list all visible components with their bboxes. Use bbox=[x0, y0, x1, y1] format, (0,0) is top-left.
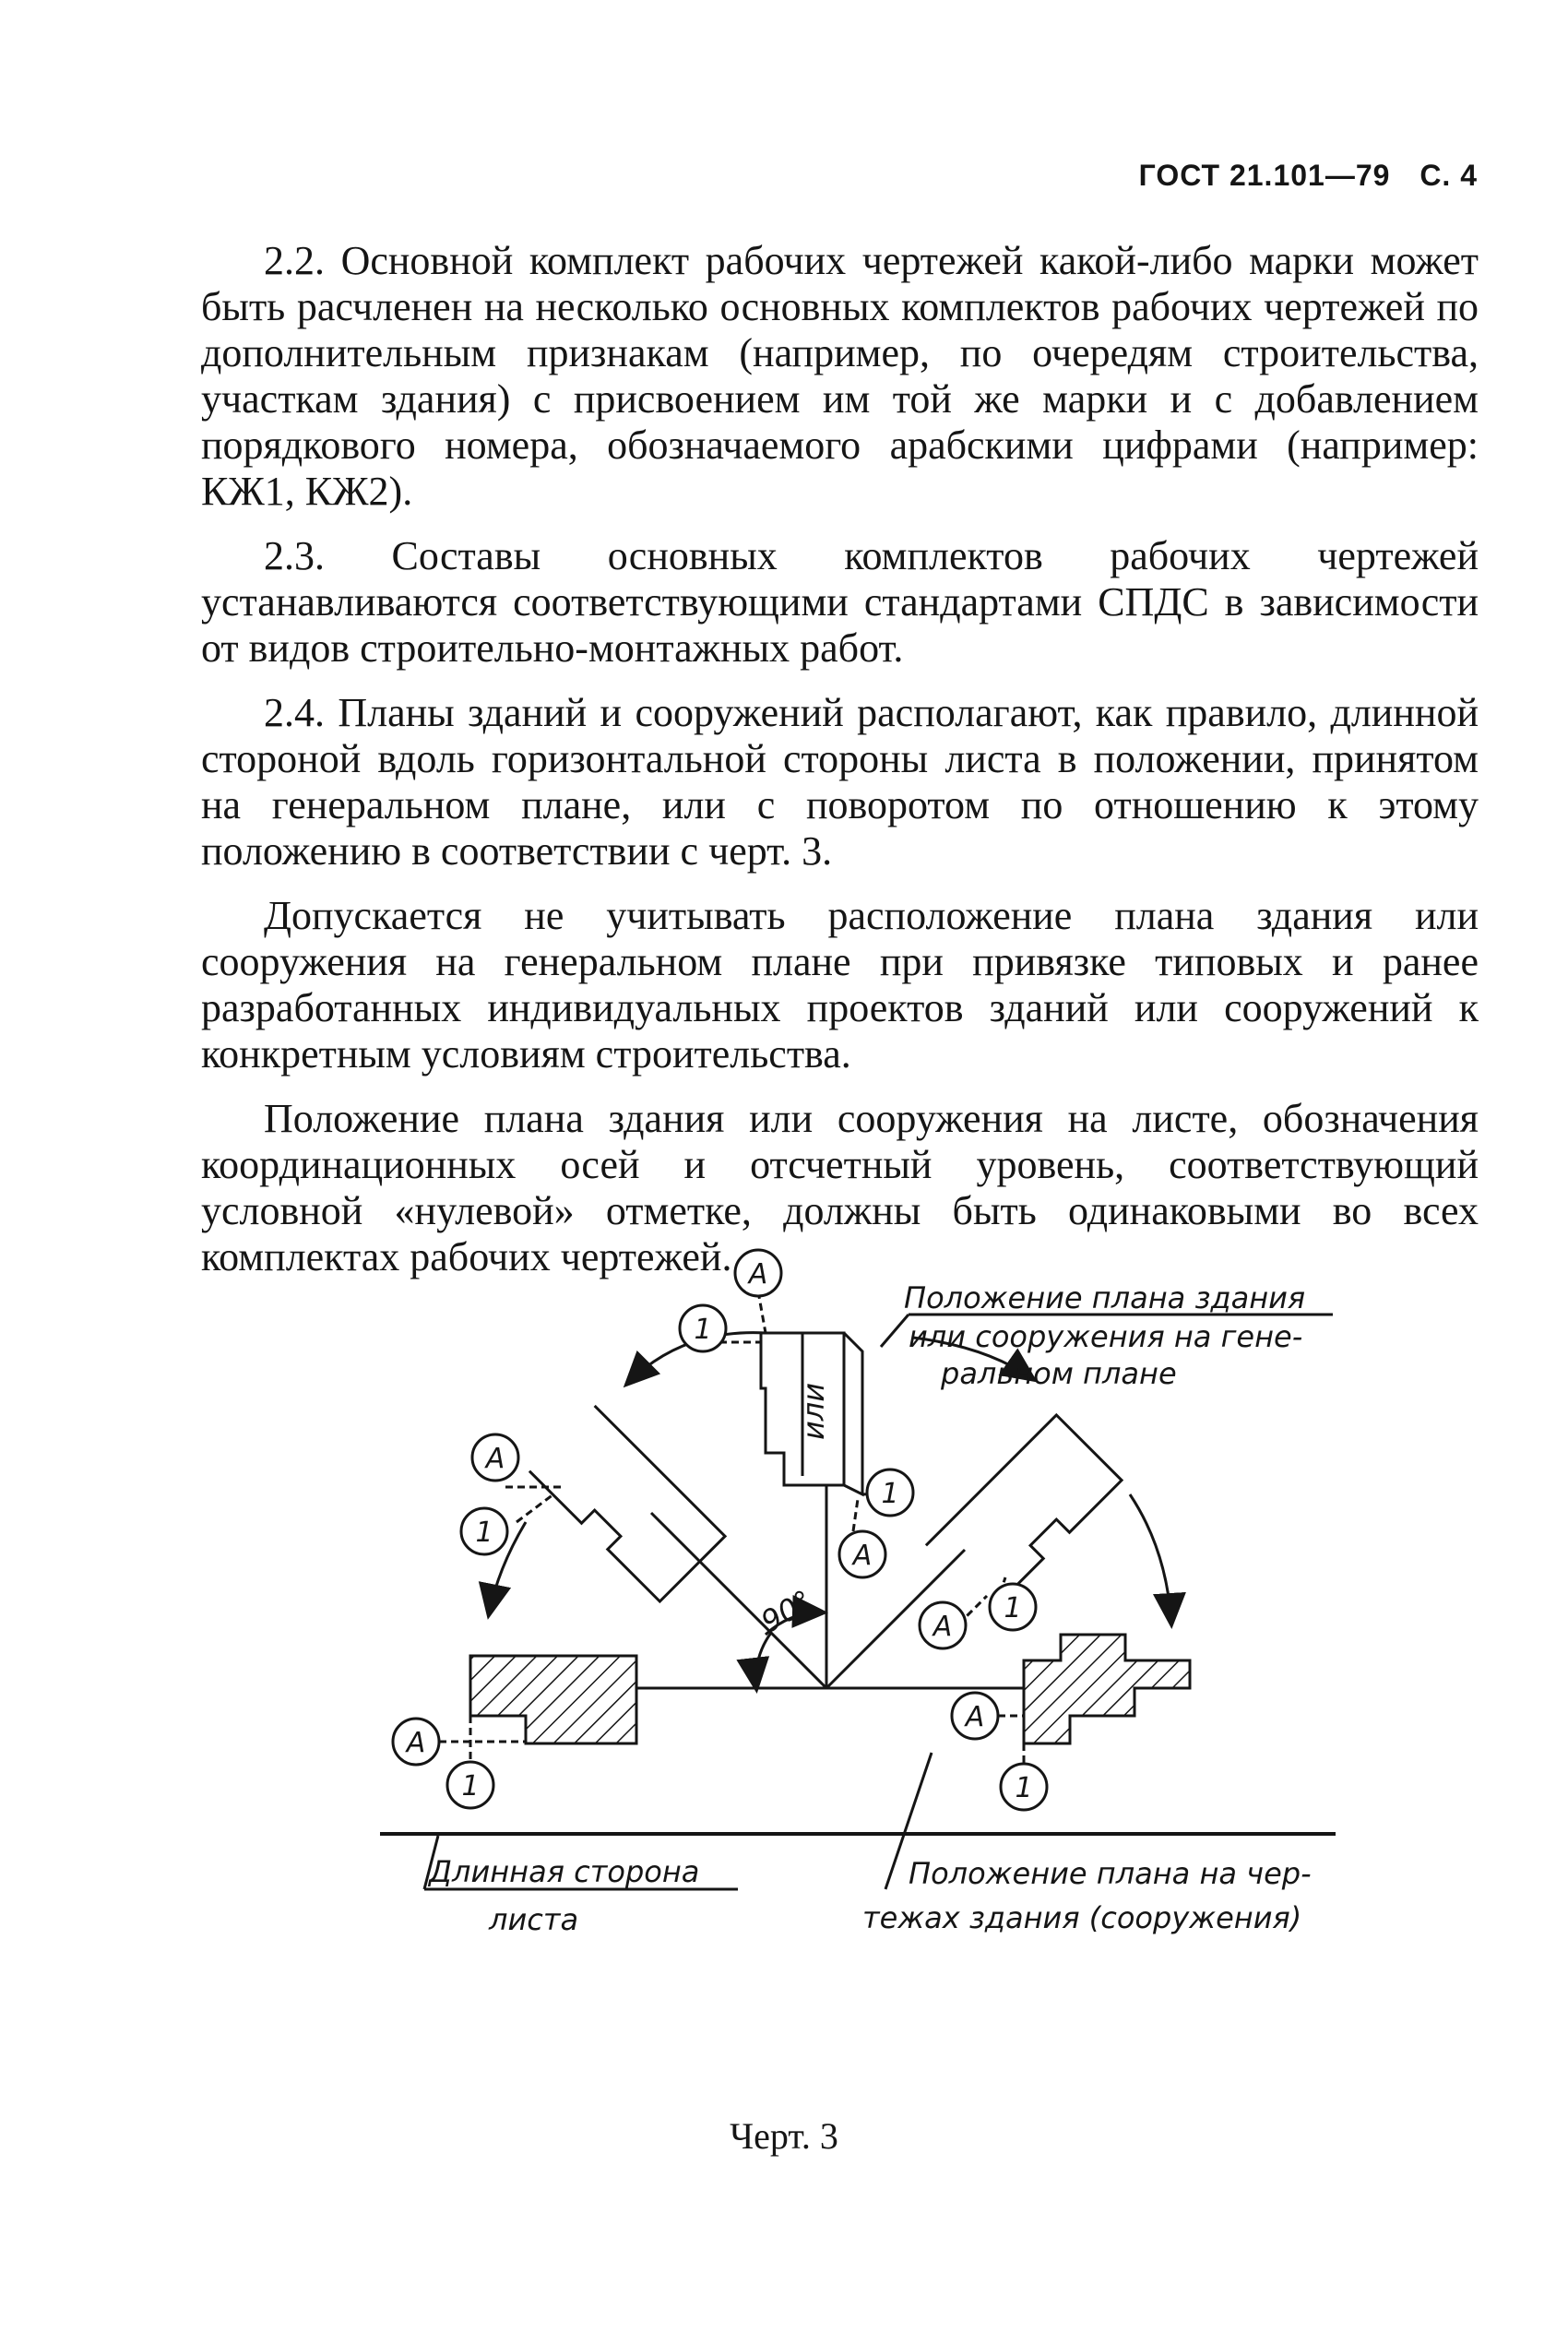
standard-number: ГОСТ 21.101—79 bbox=[1138, 159, 1391, 192]
label-long-side-2: листа bbox=[489, 1902, 579, 1937]
svg-text:А: А bbox=[965, 1701, 985, 1733]
paragraph-position: Положение плана здания или сооружения на листе, обозначения координационных осей и отсчетный уровень, соответствующий условной «нулевой» отметке, должны быть одинаковыми во всех комплектах рабочих чертежей. bbox=[201, 1096, 1479, 1279]
label-drawing-2: тежах здания (сооружения) bbox=[862, 1900, 1302, 1935]
label-drawing-1: Положение плана на чер- bbox=[909, 1856, 1312, 1891]
body-text bbox=[201, 238, 1479, 1299]
label-angle: 90° bbox=[754, 1583, 818, 1640]
svg-text:1: 1 bbox=[694, 1314, 712, 1346]
paragraph-2-2: 2.2. Основной комплект рабочих чертежей какой-либо марки может быть расчленен на несколько основных комплектов рабочих чертежей по дополнительным признакам (например, по очередям строительства, участкам здания) с присвоением им той же марки и с добавлением порядкового номера, обозначаемого арабскими цифрами (например: КЖ1, КЖ2). bbox=[201, 238, 1479, 514]
page-number: С. 4 bbox=[1420, 159, 1478, 192]
svg-text:1: 1 bbox=[881, 1478, 899, 1510]
plan-left-hatched bbox=[470, 1656, 636, 1743]
svg-text:1: 1 bbox=[461, 1770, 480, 1803]
svg-text:А: А bbox=[748, 1258, 768, 1291]
svg-text:1: 1 bbox=[475, 1517, 493, 1549]
label-long-side-1: Длинная сторона bbox=[429, 1854, 700, 1889]
label-genplan-1: Положение плана здания bbox=[904, 1280, 1306, 1315]
svg-text:А: А bbox=[485, 1443, 505, 1475]
svg-text:А: А bbox=[406, 1727, 426, 1759]
label-or: или bbox=[796, 1382, 831, 1441]
plan-right bbox=[926, 1415, 1122, 1611]
label-genplan-3: ральном плане bbox=[941, 1356, 1177, 1391]
svg-text:А: А bbox=[932, 1611, 953, 1643]
paragraph-allowance: Допускается не учитывать расположение плана здания или сооружения на генеральном плане при привязке типовых и ранее разработанных индивидуальных проектов зданий или сооружений к конкретным условиям строительства. bbox=[201, 893, 1479, 1077]
label-genplan-2: или сооружения на гене- bbox=[909, 1319, 1303, 1354]
paragraph-2-4: 2.4. Планы зданий и сооружений располагают, как правило, длинной стороной вдоль горизонтальной стороны листа в положении, принятом на генеральном плане, или с поворотом по отношению к этому положению в соответствии с черт. 3. bbox=[201, 690, 1479, 874]
svg-text:1: 1 bbox=[1015, 1772, 1033, 1804]
plan-left bbox=[529, 1406, 725, 1601]
svg-text:А: А bbox=[852, 1540, 873, 1572]
right-angle-arc bbox=[755, 1633, 771, 1688]
page-header bbox=[1119, 159, 1478, 193]
paragraph-2-3: 2.3. Составы основных комплектов рабочих чертежей устанавливаются соответствующими стандартами СПДС в зависимости от видов строительно-монтажных работ. bbox=[201, 533, 1479, 671]
figure-caption: Черт. 3 bbox=[730, 2115, 838, 2157]
plan-right-hatched bbox=[1024, 1635, 1190, 1743]
svg-text:1: 1 bbox=[1004, 1592, 1022, 1624]
arrow-right-down bbox=[1130, 1494, 1171, 1624]
figure-3-drawing bbox=[0, 1236, 1568, 2103]
